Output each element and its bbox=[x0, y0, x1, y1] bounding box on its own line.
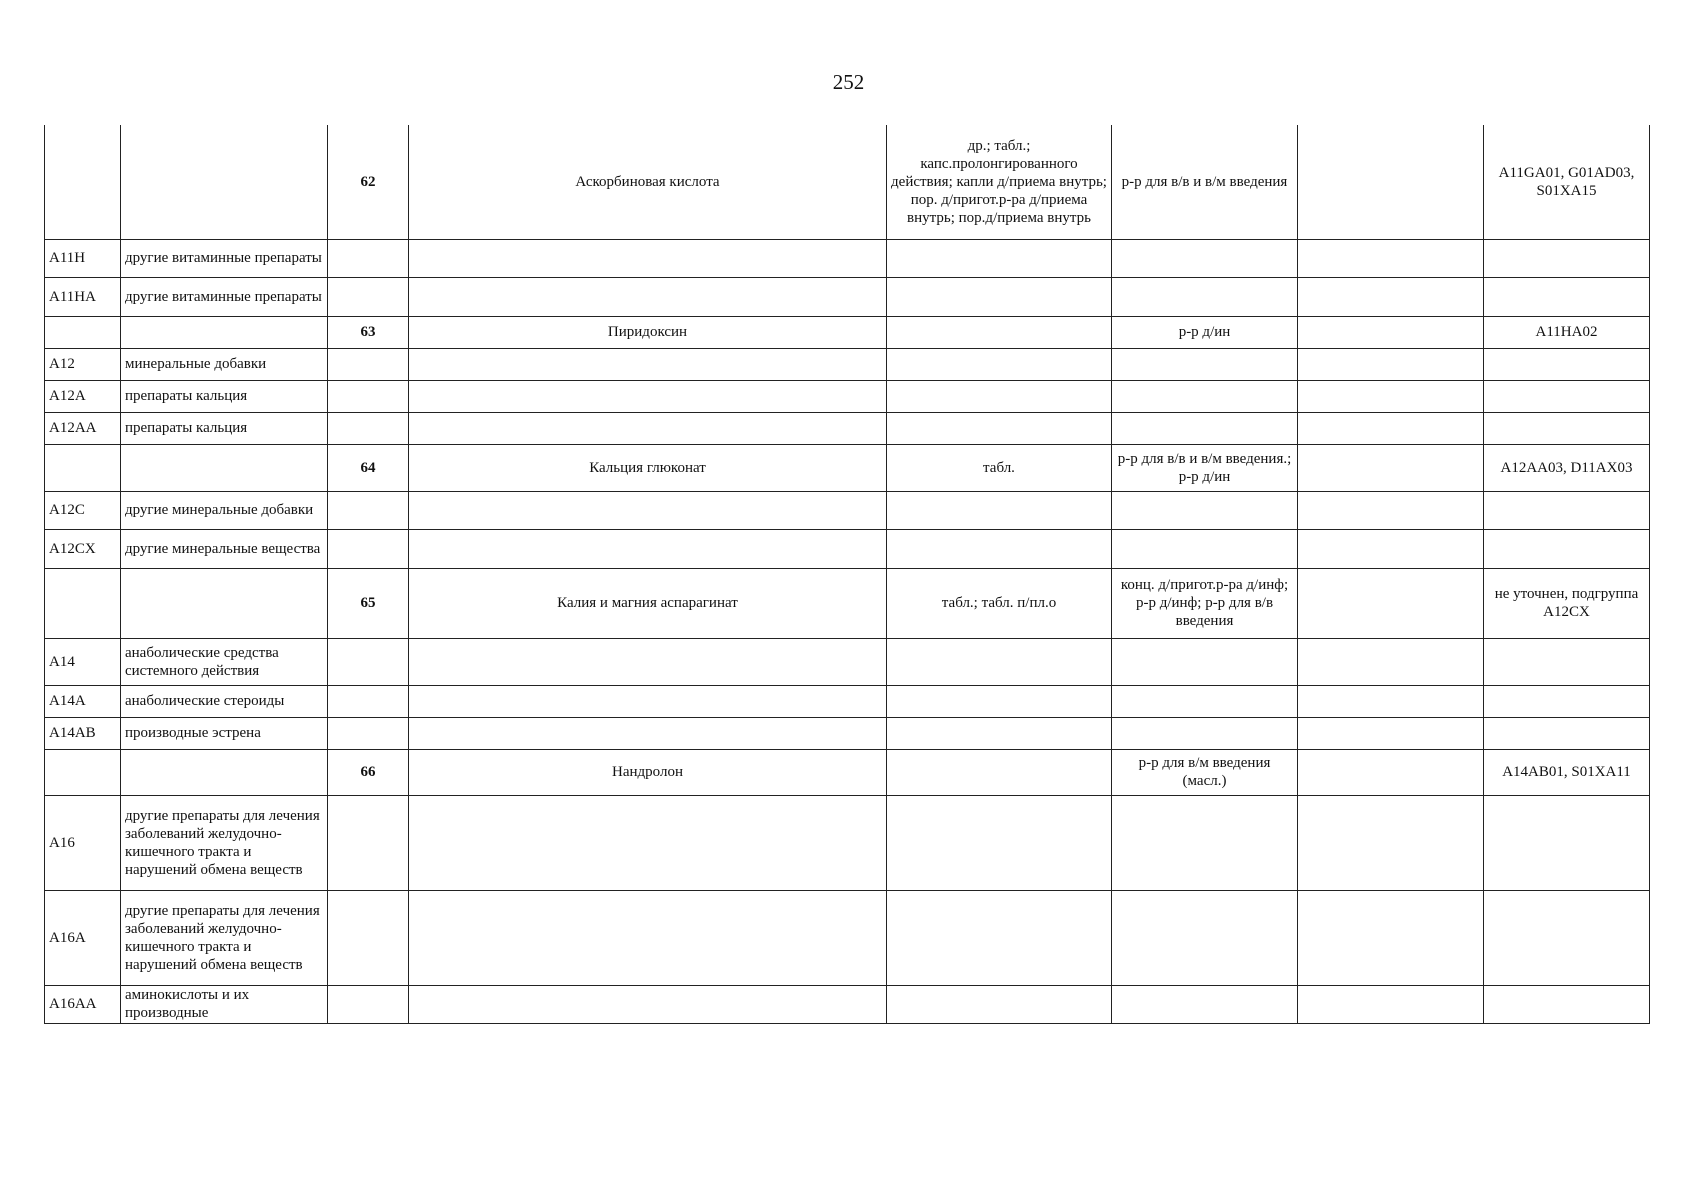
dosage-form bbox=[887, 277, 1112, 316]
atc-code bbox=[1484, 985, 1650, 1023]
drug-name bbox=[409, 412, 887, 444]
table-row bbox=[45, 717, 1650, 749]
drug-list-table bbox=[44, 125, 1650, 1024]
dosage-form bbox=[887, 412, 1112, 444]
atc-code bbox=[1484, 717, 1650, 749]
table-row bbox=[45, 412, 1650, 444]
atc-group-name bbox=[121, 749, 328, 795]
drug-name bbox=[409, 685, 887, 717]
drug-number bbox=[328, 491, 409, 529]
extra-cell bbox=[1298, 316, 1484, 348]
injection-form bbox=[1112, 491, 1298, 529]
extra-cell bbox=[1298, 529, 1484, 568]
atc-group-name: аминокислоты и их производные bbox=[121, 985, 328, 1023]
atc-group-code: A16AA bbox=[45, 985, 121, 1023]
extra-cell bbox=[1298, 125, 1484, 239]
atc-group-name: другие препараты для лечения заболеваний желудочно-кишечного тракта и нарушений обмена веществ bbox=[121, 795, 328, 890]
table-row bbox=[45, 985, 1650, 1023]
page-number: 252 bbox=[832, 70, 865, 94]
extra-cell bbox=[1298, 412, 1484, 444]
atc-code: A11GA01, G01AD03, S01XA15 bbox=[1484, 125, 1650, 239]
injection-form: р-р д/ин bbox=[1112, 316, 1298, 348]
drug-number bbox=[328, 348, 409, 380]
extra-cell bbox=[1298, 348, 1484, 380]
table-row bbox=[45, 529, 1650, 568]
extra-cell bbox=[1298, 749, 1484, 795]
atc-group-name: производные эстрена bbox=[121, 717, 328, 749]
atc-code bbox=[1484, 348, 1650, 380]
drug-number bbox=[328, 890, 409, 985]
atc-group-name: другие витаминные препараты bbox=[121, 277, 328, 316]
extra-cell bbox=[1298, 380, 1484, 412]
atc-code: A14AB01, S01XA11 bbox=[1484, 749, 1650, 795]
atc-group-code: A11H bbox=[45, 239, 121, 277]
table-row bbox=[45, 491, 1650, 529]
injection-form bbox=[1112, 890, 1298, 985]
drug-name bbox=[409, 348, 887, 380]
atc-group-code: A14 bbox=[45, 638, 121, 685]
injection-form: р-р для в/в и в/м введения bbox=[1112, 125, 1298, 239]
extra-cell bbox=[1298, 795, 1484, 890]
atc-group-name: другие минеральные добавки bbox=[121, 491, 328, 529]
drug-name bbox=[409, 380, 887, 412]
atc-group-name bbox=[121, 316, 328, 348]
atc-group-name: другие минеральные вещества bbox=[121, 529, 328, 568]
injection-form bbox=[1112, 348, 1298, 380]
atc-code bbox=[1484, 239, 1650, 277]
dosage-form bbox=[887, 749, 1112, 795]
atc-group-name: анаболические стероиды bbox=[121, 685, 328, 717]
drug-name: Пиридоксин bbox=[409, 316, 887, 348]
atc-group-name bbox=[121, 125, 328, 239]
atc-code bbox=[1484, 380, 1650, 412]
atc-code bbox=[1484, 638, 1650, 685]
atc-code bbox=[1484, 795, 1650, 890]
drug-number bbox=[328, 795, 409, 890]
dosage-form: др.; табл.; капс.пролонгированного действия; капли д/приема внутрь; пор. д/пригот.р-ра д/приема внутрь; пор.д/приема внутрь bbox=[887, 125, 1112, 239]
drug-number bbox=[328, 717, 409, 749]
atc-group-code: A16 bbox=[45, 795, 121, 890]
dosage-form bbox=[887, 890, 1112, 985]
atc-group-code: A12C bbox=[45, 491, 121, 529]
table-row bbox=[45, 380, 1650, 412]
drug-number bbox=[328, 277, 409, 316]
dosage-form bbox=[887, 685, 1112, 717]
dosage-form: табл.; табл. п/пл.о bbox=[887, 568, 1112, 638]
drug-name bbox=[409, 239, 887, 277]
injection-form bbox=[1112, 717, 1298, 749]
dosage-form bbox=[887, 638, 1112, 685]
drug-number bbox=[328, 380, 409, 412]
atc-group-name: препараты кальция bbox=[121, 412, 328, 444]
extra-cell bbox=[1298, 890, 1484, 985]
atc-group-code: A12CX bbox=[45, 529, 121, 568]
atc-group-name: препараты кальция bbox=[121, 380, 328, 412]
atc-group-name: другие препараты для лечения заболеваний желудочно-кишечного тракта и нарушений обмена веществ bbox=[121, 890, 328, 985]
dosage-form bbox=[887, 717, 1112, 749]
dosage-form: табл. bbox=[887, 444, 1112, 491]
injection-form bbox=[1112, 529, 1298, 568]
table-row bbox=[45, 685, 1650, 717]
table-row bbox=[45, 638, 1650, 685]
table-row bbox=[45, 239, 1650, 277]
table-row bbox=[45, 348, 1650, 380]
extra-cell bbox=[1298, 444, 1484, 491]
extra-cell bbox=[1298, 638, 1484, 685]
drug-name: Аскорбиновая кислота bbox=[409, 125, 887, 239]
atc-code: A12AA03, D11AX03 bbox=[1484, 444, 1650, 491]
extra-cell bbox=[1298, 568, 1484, 638]
atc-code bbox=[1484, 529, 1650, 568]
extra-cell bbox=[1298, 491, 1484, 529]
dosage-form bbox=[887, 316, 1112, 348]
atc-group-name bbox=[121, 444, 328, 491]
dosage-form bbox=[887, 239, 1112, 277]
table-row bbox=[45, 749, 1650, 795]
atc-group-name: минеральные добавки bbox=[121, 348, 328, 380]
drug-number: 66 bbox=[328, 749, 409, 795]
injection-form bbox=[1112, 985, 1298, 1023]
table-row bbox=[45, 890, 1650, 985]
atc-code bbox=[1484, 491, 1650, 529]
atc-group-code bbox=[45, 316, 121, 348]
injection-form bbox=[1112, 239, 1298, 277]
injection-form: р-р для в/м введения (масл.) bbox=[1112, 749, 1298, 795]
extra-cell bbox=[1298, 717, 1484, 749]
drug-number bbox=[328, 529, 409, 568]
dosage-form bbox=[887, 491, 1112, 529]
drug-name bbox=[409, 277, 887, 316]
table-row bbox=[45, 795, 1650, 890]
injection-form bbox=[1112, 380, 1298, 412]
atc-code: не уточнен, подгруппа A12CX bbox=[1484, 568, 1650, 638]
atc-group-code: A14A bbox=[45, 685, 121, 717]
extra-cell bbox=[1298, 985, 1484, 1023]
drug-name bbox=[409, 795, 887, 890]
drug-name bbox=[409, 890, 887, 985]
drug-number bbox=[328, 638, 409, 685]
drug-name: Кальция глюконат bbox=[409, 444, 887, 491]
drug-number: 65 bbox=[328, 568, 409, 638]
injection-form: р-р для в/в и в/м введения.; р-р д/ин bbox=[1112, 444, 1298, 491]
atc-group-code bbox=[45, 749, 121, 795]
atc-group-code: A16A bbox=[45, 890, 121, 985]
injection-form bbox=[1112, 277, 1298, 316]
dosage-form bbox=[887, 985, 1112, 1023]
atc-group-code bbox=[45, 125, 121, 239]
drug-number: 63 bbox=[328, 316, 409, 348]
atc-group-name bbox=[121, 568, 328, 638]
atc-code bbox=[1484, 890, 1650, 985]
injection-form bbox=[1112, 795, 1298, 890]
extra-cell bbox=[1298, 239, 1484, 277]
injection-form bbox=[1112, 638, 1298, 685]
atc-code bbox=[1484, 685, 1650, 717]
atc-group-code bbox=[45, 568, 121, 638]
drug-number bbox=[328, 412, 409, 444]
drug-name bbox=[409, 985, 887, 1023]
drug-number: 64 bbox=[328, 444, 409, 491]
extra-cell bbox=[1298, 277, 1484, 316]
drug-name bbox=[409, 529, 887, 568]
drug-number bbox=[328, 985, 409, 1023]
drug-number: 62 bbox=[328, 125, 409, 239]
atc-group-code: A14AB bbox=[45, 717, 121, 749]
drug-name bbox=[409, 638, 887, 685]
dosage-form bbox=[887, 348, 1112, 380]
table-row bbox=[45, 125, 1650, 239]
atc-code: A11HA02 bbox=[1484, 316, 1650, 348]
dosage-form bbox=[887, 380, 1112, 412]
atc-group-code: A12 bbox=[45, 348, 121, 380]
dosage-form bbox=[887, 529, 1112, 568]
extra-cell bbox=[1298, 685, 1484, 717]
atc-group-code: A12AA bbox=[45, 412, 121, 444]
atc-group-name: анаболические средства системного действия bbox=[121, 638, 328, 685]
atc-group-code bbox=[45, 444, 121, 491]
drug-number bbox=[328, 685, 409, 717]
atc-group-code: A11HA bbox=[45, 277, 121, 316]
injection-form: конц. д/пригот.р-ра д/инф; р-р д/инф; р-р для в/в введения bbox=[1112, 568, 1298, 638]
atc-code bbox=[1484, 412, 1650, 444]
drug-name: Нандролон bbox=[409, 749, 887, 795]
atc-group-name: другие витаминные препараты bbox=[121, 239, 328, 277]
drug-name: Калия и магния аспарагинат bbox=[409, 568, 887, 638]
drug-number bbox=[328, 239, 409, 277]
table-row bbox=[45, 444, 1650, 491]
atc-group-code: A12A bbox=[45, 380, 121, 412]
drug-name bbox=[409, 717, 887, 749]
dosage-form bbox=[887, 795, 1112, 890]
atc-code bbox=[1484, 277, 1650, 316]
injection-form bbox=[1112, 685, 1298, 717]
table-row bbox=[45, 277, 1650, 316]
drug-name bbox=[409, 491, 887, 529]
table-row bbox=[45, 316, 1650, 348]
table-row bbox=[45, 568, 1650, 638]
injection-form bbox=[1112, 412, 1298, 444]
